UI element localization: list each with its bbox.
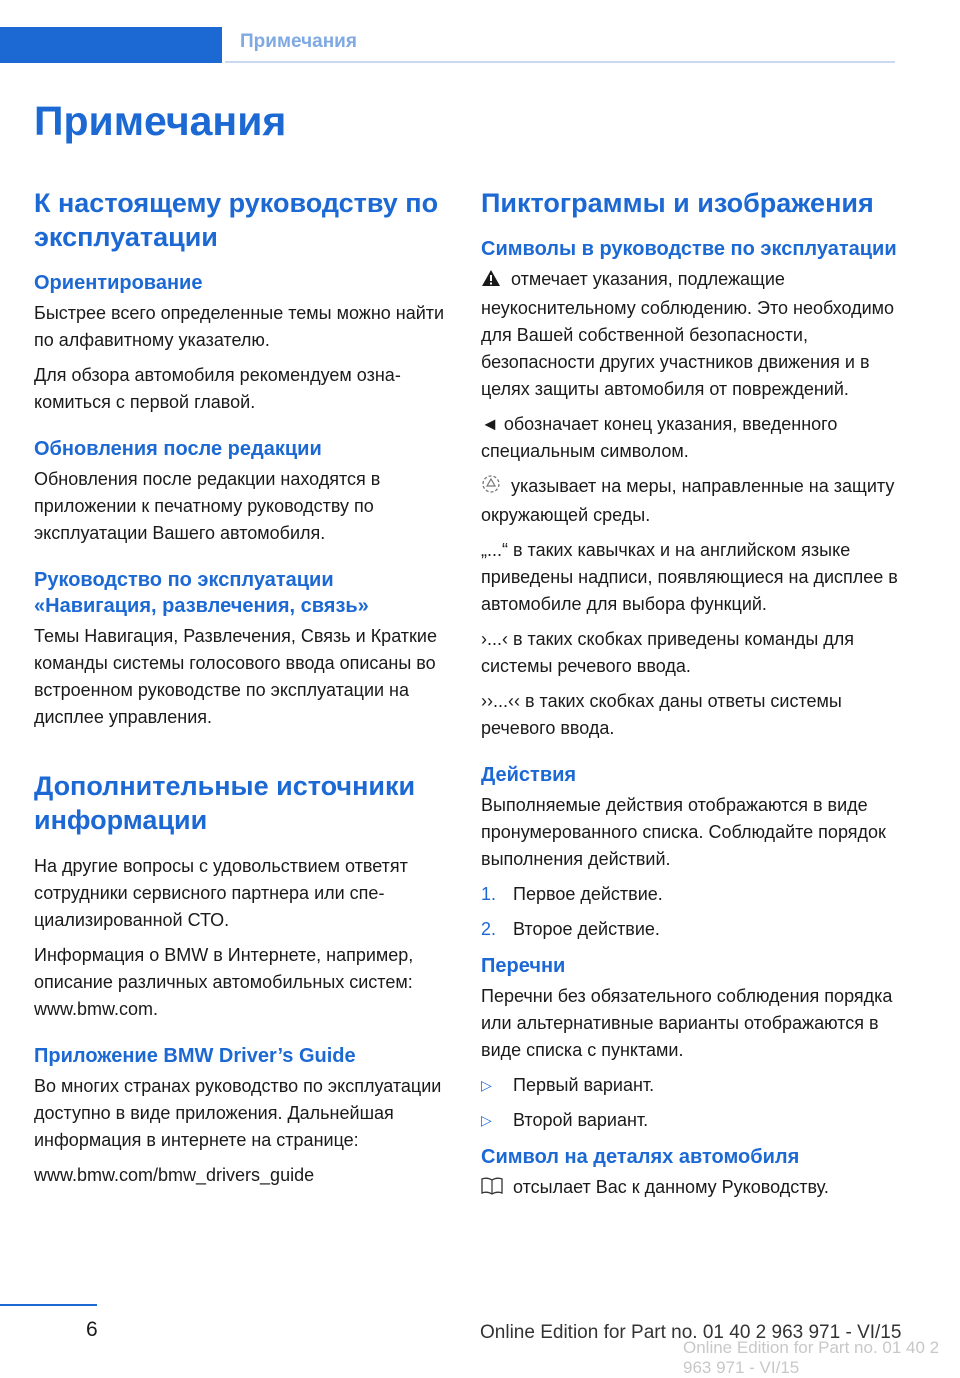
subsection-title: Обновления после редакции (34, 438, 322, 460)
header-accent-bar (0, 27, 222, 63)
paragraph: Информация о BMW в Интернете, например, описание различных автомобильных систем: www.bmw.com. (34, 945, 414, 1019)
section-title: К настоящему руководству по эксплуатации (34, 188, 439, 252)
footer-divider (0, 1304, 97, 1306)
triangle-bullet-icon: ▷ (481, 1112, 492, 1128)
watermark: Online Edition for Part no. 01 40 2 963 971 - VI/15 (683, 1338, 940, 1377)
paragraph: Перечни без обязательного соблюдения порядка или альтернативные варианты отображаются в виде списка с пунктами. (481, 986, 893, 1060)
section-title: Пиктограммы и изображения (481, 188, 874, 218)
paragraph: Обновления после редакции находятся в приложении к печатному руководству по эксплуатации Вашего автомобиля. (34, 469, 381, 543)
paragraph: ›...‹ в таких скобках приведены команды для системы речевого ввода. (481, 629, 855, 676)
subsection-title: Ориентирование (34, 272, 203, 294)
subsection-title: Перечни (481, 955, 566, 977)
item-text: Первый вариант. (513, 1075, 655, 1095)
environment-icon (481, 474, 501, 502)
header-divider (225, 61, 895, 63)
paragraph (481, 1174, 899, 1203)
paragraph: Для обзора автомобиля рекомендуем ознакомиться с первой главой. (34, 365, 401, 412)
step-number: 1. (481, 884, 497, 904)
list-item (481, 1107, 899, 1134)
warning-triangle-icon (481, 268, 501, 295)
paragraph: Во многих странах руководство по эксплуатации доступно в виде приложения. Дальнейшая информация в интернете на странице: (34, 1076, 442, 1150)
subsection-title: Руководство по эксплуатации «Навигация, развлечения, связь» (34, 569, 369, 617)
edition-text: Online Edition for Part no. 01 40 2 963 971 - VI/15 (480, 1322, 902, 1343)
list-item (481, 881, 899, 908)
paragraph: Быстрее всего определенные темы можно найти по алфавитному указателю. (34, 303, 445, 350)
section-title: Дополнительные источники информации (34, 771, 416, 835)
paragraph (481, 266, 899, 403)
paragraph: Темы Навигация, Развлечения, Связь и Краткие команды системы голосового ввода описаны во встроенном руководстве по эксплуатации на дисплее управления. (34, 626, 437, 727)
left-column (34, 186, 452, 1197)
paragraph: „...“ в таких кавычках и на английском языке приведены надписи, появляющиеся на дисплее в автомобиле для выбора функций. (481, 540, 898, 614)
bullet-list (481, 1072, 899, 1134)
page-title: Примечания (34, 98, 287, 144)
paragraph: На другие вопросы с удовольствием ответят сотрудники сервисного партнера или специализированной СТО. (34, 856, 408, 930)
subsection-title: Приложение BMW Driver’s Guide (34, 1045, 356, 1067)
list-item (481, 1072, 899, 1099)
step-number: 2. (481, 919, 497, 939)
step-text: Второе действие. (513, 919, 660, 939)
manual-book-icon (481, 1176, 503, 1203)
triangle-bullet-icon: ▷ (481, 1077, 492, 1093)
link-text[interactable]: www.bmw.com/bmw_drivers_guide (34, 1165, 315, 1185)
header-title: Примечания (240, 31, 357, 52)
paragraph-text: указывает на меры, направленные на защиту окружающей среды. (481, 476, 895, 525)
step-text: Первое действие. (513, 884, 663, 904)
subsection-title: Действия (481, 764, 577, 786)
page-number: 6 (86, 1318, 98, 1341)
item-text: Второй вариант. (513, 1110, 649, 1130)
subsection-title: Символ на деталях автомобиля (481, 1146, 800, 1168)
paragraph: ◄ обозначает конец указания, введенного специальным символом. (481, 414, 838, 461)
paragraph: Выполняемые действия отображаются в виде пронумерованного списка. Соблюдайте порядок выполнения действий. (481, 795, 886, 869)
numbered-list (481, 881, 899, 943)
list-item (481, 916, 899, 943)
paragraph (481, 473, 899, 529)
subsection-title: Символы в руководстве по эксплуатации (481, 238, 897, 260)
paragraph-text: отмечает указания, подлежащие неукоснительному соблюдению. Это необходимо для Вашей собственной безопасности, безопасности других участников движения и в целях защиты автомобиля от повреждений. (481, 269, 895, 399)
paragraph-text: отсылает Вас к данному Руководству. (513, 1177, 829, 1197)
right-column (481, 186, 899, 1211)
paragraph: ››...‹‹ в таких скобках даны ответы системы речевого ввода. (481, 691, 842, 738)
